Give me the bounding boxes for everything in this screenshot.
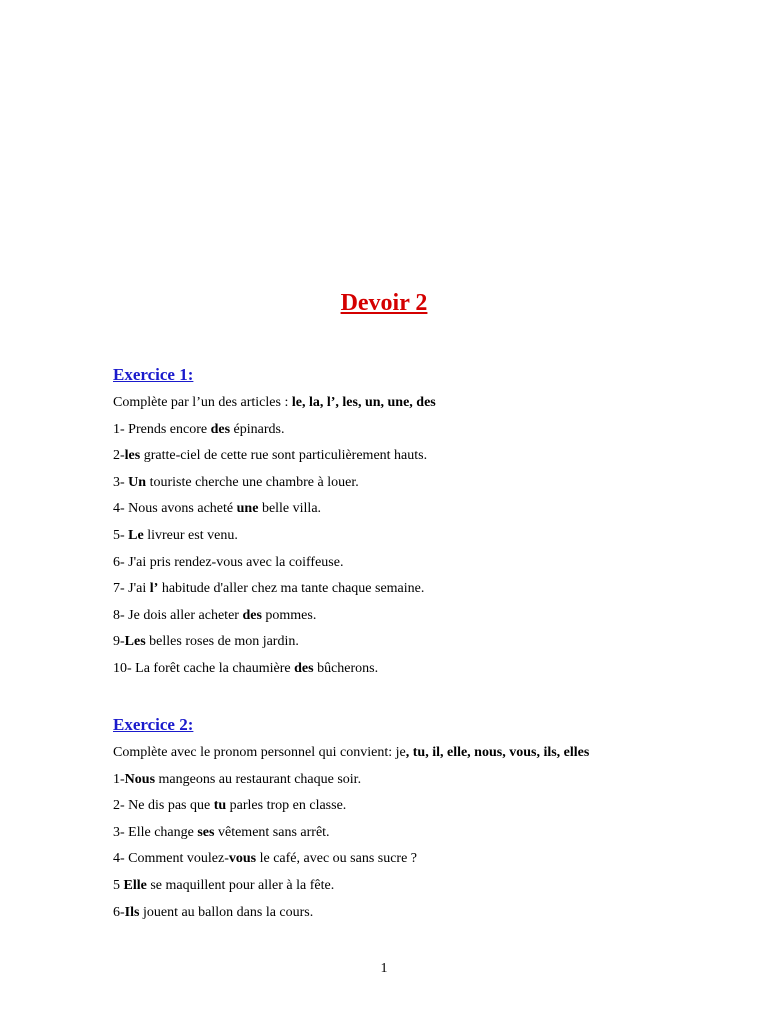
item-text-before: 1-: [113, 771, 125, 787]
item-text-after: parles trop en classe.: [226, 798, 347, 814]
item-text-after: se maquillent pour aller à la fête.: [146, 877, 335, 893]
exercise-item: [113, 417, 713, 444]
exercise-item: [113, 873, 713, 900]
item-text-after: gratte-ciel de cette rue sont particulièrement hauts.: [140, 448, 428, 464]
item-text-after: bûcherons.: [313, 660, 379, 676]
exercise-item: [113, 656, 713, 683]
item-text-before: 10- La forêt cache la chaumière: [113, 660, 295, 676]
item-text-after: vêtement sans arrêt.: [214, 824, 330, 840]
item-answer: Elle: [123, 877, 147, 893]
exercise-item: [113, 767, 713, 794]
item-answer: des: [242, 607, 262, 623]
instruction-options: , tu, il, elle, nous, vous, ils, elles: [405, 745, 590, 760]
item-text-before: 7- J'ai: [113, 581, 150, 597]
item-text-after: habitude d'aller chez ma tante chaque semaine.: [158, 581, 425, 597]
item-text-after: pommes.: [261, 607, 317, 623]
item-answer: Le: [128, 527, 144, 543]
item-text-after: épinards.: [230, 421, 285, 437]
instruction-text: Complète avec le pronom personnel qui convient: je: [113, 745, 406, 760]
exercise-item: [113, 603, 713, 630]
item-text-after: belle villa.: [258, 501, 322, 517]
exercise-1-instruction: [113, 390, 713, 417]
item-answer: ses: [197, 824, 215, 840]
item-answer: les: [124, 448, 141, 464]
item-text-before: 2-: [113, 448, 125, 464]
item-text-before: 3-: [113, 474, 129, 490]
item-answer: des: [210, 421, 231, 437]
exercise-1-title: Exercice 1:: [113, 365, 194, 384]
exercise-item: [113, 900, 713, 927]
exercise-item: [113, 820, 713, 847]
item-answer: Ils: [124, 904, 140, 920]
page-number: 1: [380, 961, 388, 976]
exercise-item: [113, 793, 713, 820]
page-title: Devoir 2: [340, 290, 428, 316]
item-text-after: belles roses de mon jardin.: [145, 634, 299, 650]
item-text-after: le café, avec ou sans sucre ?: [256, 851, 418, 867]
item-text-before: 6- J'ai pris rendez-vous avec la coiffeuse.: [113, 554, 344, 570]
item-text-before: 6-: [113, 904, 125, 920]
item-answer: l’: [149, 581, 159, 597]
exercise-item: [113, 470, 713, 497]
exercise-item: [113, 443, 713, 470]
item-text-after: livreur est venu.: [143, 527, 238, 543]
exercise-2-instruction: [113, 740, 713, 767]
item-text-after: mangeons au restaurant chaque soir.: [155, 771, 362, 787]
item-text-before: 5-: [113, 527, 129, 543]
item-answer: des: [294, 660, 314, 676]
item-text-before: 2- Ne dis pas que: [113, 798, 214, 814]
item-text-after: jouent au ballon dans la cours.: [139, 904, 314, 920]
exercise-item: [113, 523, 713, 550]
exercise-item: [113, 576, 713, 603]
exercise-item: [113, 629, 713, 656]
exercise-2-title: Exercice 2:: [113, 715, 194, 734]
exercise-item: [113, 846, 713, 873]
item-answer: Nous: [124, 771, 156, 787]
exercise-1-section: [113, 364, 713, 683]
item-text-before: 9-: [113, 634, 125, 650]
item-text-before: 5: [113, 877, 124, 893]
exercise-item: [113, 550, 713, 577]
item-text-before: 8- Je dois aller acheter: [113, 607, 243, 623]
item-text-before: 1- Prends encore: [113, 421, 211, 437]
item-text-after: touriste cherche une chambre à louer.: [146, 474, 359, 490]
item-answer: Les: [124, 634, 146, 650]
item-answer: vous: [228, 851, 257, 867]
instruction-text: Complète par l’un des articles :: [113, 395, 292, 410]
item-answer: une: [236, 501, 259, 517]
item-text-before: 3- Elle change: [113, 824, 198, 840]
exercise-2-section: [113, 714, 713, 926]
exercise-item: [113, 496, 713, 523]
item-text-before: 4- Comment voulez-: [113, 851, 229, 867]
item-answer: Un: [128, 474, 147, 490]
item-text-before: 4- Nous avons acheté: [113, 501, 237, 517]
instruction-options: le, la, l’, les, un, une, des: [291, 395, 436, 410]
item-answer: tu: [213, 798, 227, 814]
